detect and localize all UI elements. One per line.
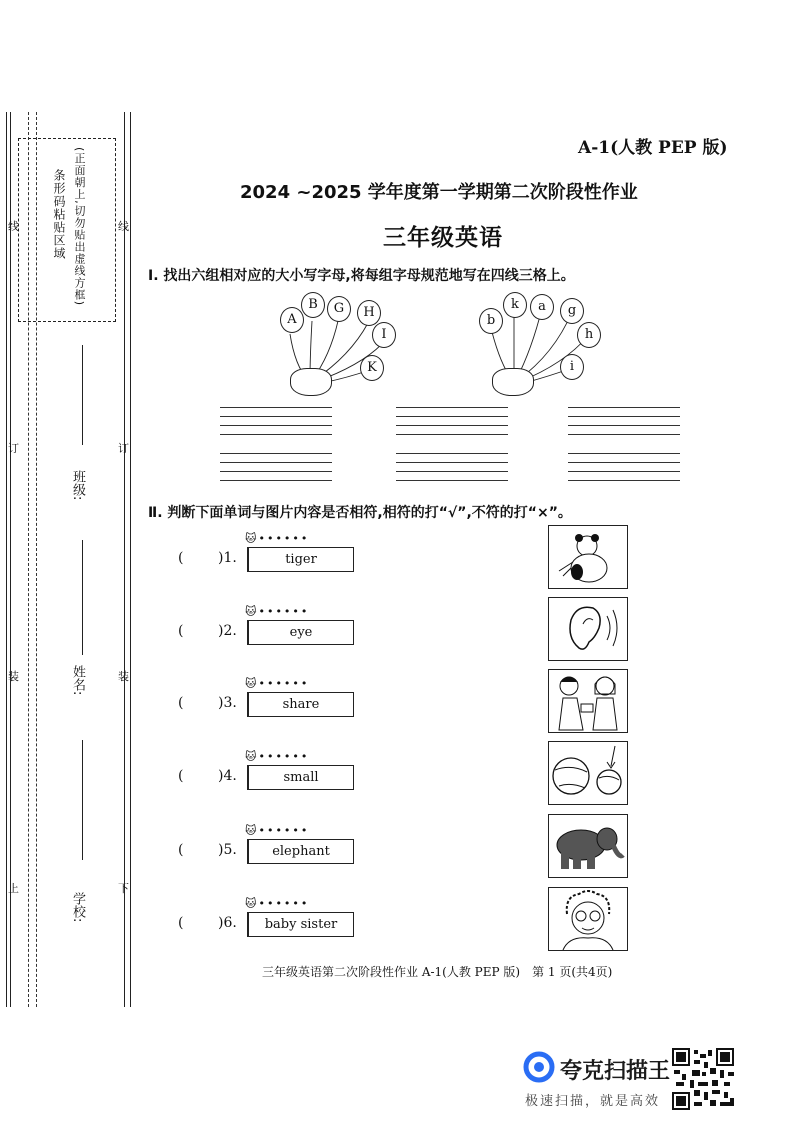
answer-blank[interactable]: ( xyxy=(178,768,184,784)
balloon-k: k xyxy=(503,292,527,318)
balloon-A: A xyxy=(280,307,304,333)
answer-blank[interactable]: ( xyxy=(178,842,184,858)
term-title: 2024 ~2025 学年度第一学期第二次阶段性作业 xyxy=(240,182,638,203)
item-number: )4. xyxy=(218,768,237,784)
strip-mark-fold-inner: 装 xyxy=(118,670,129,683)
ear-icon xyxy=(548,597,628,661)
cat-paws-icon: 🐱•••••• xyxy=(245,677,310,690)
strip-mark-bottom-inner: 下 xyxy=(118,882,129,895)
cat-paws-icon: 🐱•••••• xyxy=(245,897,310,910)
version-label: A-1(人教 PEP 版) xyxy=(578,138,728,158)
item-number: )5. xyxy=(218,842,237,858)
strip-mark-line-inner: 线 xyxy=(118,220,129,233)
answer-blank[interactable]: ( xyxy=(178,695,184,711)
balloon-I: I xyxy=(372,322,396,348)
strip-mark-bind: 订 xyxy=(8,442,19,455)
answer-blank[interactable]: ( xyxy=(178,550,184,566)
balloon-g: g xyxy=(560,298,584,324)
balloon-G: G xyxy=(327,296,351,322)
balloon-H: H xyxy=(357,300,381,326)
qr-code-icon xyxy=(672,1048,734,1110)
grandma-icon xyxy=(548,887,628,951)
cat-paws-icon: 🐱•••••• xyxy=(245,750,310,763)
barcode-area xyxy=(18,138,116,322)
balloon-K: K xyxy=(360,355,384,381)
balls-icon xyxy=(548,741,628,805)
word-box: tiger xyxy=(247,547,354,572)
class-field-line[interactable] xyxy=(82,345,83,445)
name-field-label: 姓名: xyxy=(70,665,85,696)
balloon-i: i xyxy=(560,354,584,380)
clown-icon xyxy=(492,368,534,396)
word-box: small xyxy=(247,765,354,790)
cat-paws-icon: 🐱•••••• xyxy=(245,605,310,618)
cat-paws-icon: 🐱•••••• xyxy=(245,532,310,545)
school-field-line[interactable] xyxy=(82,740,83,860)
item-number: )1. xyxy=(218,550,237,566)
barcode-label: 条形码粘贴区域 xyxy=(52,169,66,260)
answer-blank[interactable]: ( xyxy=(178,623,184,639)
word-box: eye xyxy=(247,620,354,645)
clown-icon xyxy=(290,368,332,396)
strip-mark-bind-inner: 订 xyxy=(118,442,129,455)
item-number: )2. xyxy=(218,623,237,639)
strip-mark-top: 上 xyxy=(8,882,19,895)
section1-instruction: Ⅰ. 找出六组相对应的大小写字母,将每组字母规范地写在四线三格上。 xyxy=(148,268,575,284)
brand-name: 夸克扫描王 xyxy=(560,1059,671,1084)
school-field-label: 学校: xyxy=(70,892,85,923)
balloon-b: b xyxy=(479,308,503,334)
elephant-icon xyxy=(548,814,628,878)
balloon-B: B xyxy=(301,292,325,318)
balloon-h: h xyxy=(577,322,601,348)
name-field-line[interactable] xyxy=(82,540,83,655)
two-kids-sharing-icon xyxy=(548,669,628,733)
quark-logo-icon xyxy=(522,1050,556,1084)
panda-icon xyxy=(548,525,628,589)
word-box: elephant xyxy=(247,839,354,864)
brand-slogan: 极速扫描，就是高效 xyxy=(525,1094,661,1109)
section2-instruction: Ⅱ. 判断下面单词与图片内容是否相符,相符的打“√”,不符的打“×”。 xyxy=(148,505,572,521)
word-box: baby sister xyxy=(247,912,354,937)
word-box: share xyxy=(247,692,354,717)
barcode-note: (正面朝上,切勿贴出虚线方框) xyxy=(73,147,86,307)
page-title: 三年级英语 xyxy=(383,225,503,251)
item-number: )6. xyxy=(218,915,237,931)
strip-mark-fold: 装 xyxy=(8,670,19,683)
answer-blank[interactable]: ( xyxy=(178,915,184,931)
page-footer: 三年级英语第二次阶段性作业 A-1(人教 PEP 版) 第 1 页(共4页) xyxy=(262,965,613,979)
item-number: )3. xyxy=(218,695,237,711)
class-field-label: 班级: xyxy=(70,470,85,501)
balloon-a: a xyxy=(530,294,554,320)
strip-mark-line: 线 xyxy=(8,220,19,233)
cat-paws-icon: 🐱•••••• xyxy=(245,824,310,837)
